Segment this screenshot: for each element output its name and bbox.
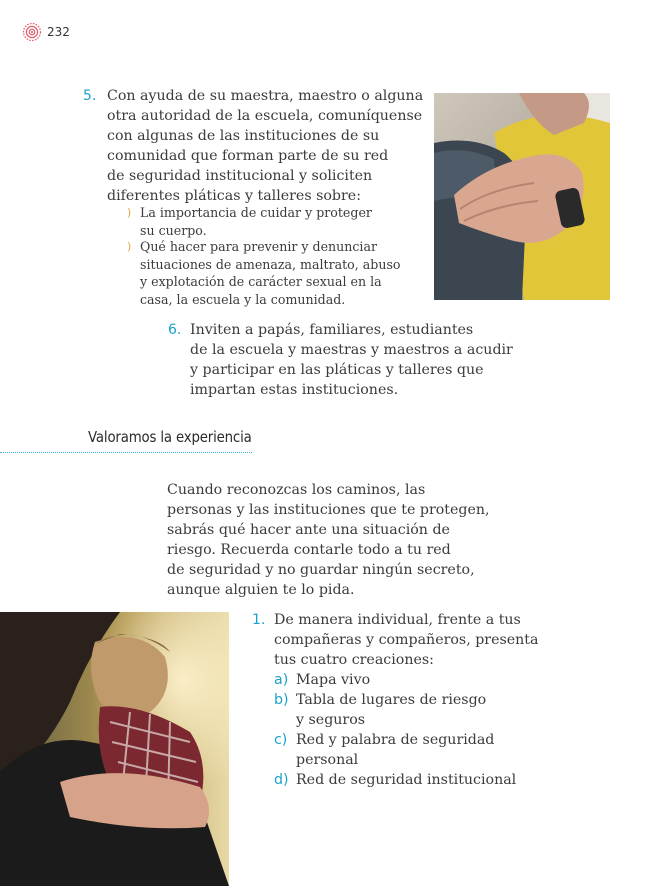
- intro-line: sabrás qué hacer ante una situación de: [167, 522, 450, 538]
- item-5-line: diferentes pláticas y talleres sobre:: [107, 188, 361, 204]
- bullet-line: casa, la escuela y la comunidad.: [140, 291, 346, 307]
- item-5-text: [107, 86, 423, 206]
- item-1-text: [274, 610, 538, 670]
- subitem-label: a): [274, 672, 289, 688]
- bullet-item: [140, 238, 401, 308]
- item-5-line: de seguridad institucional y soliciten: [107, 168, 373, 184]
- item-6-line: de la escuela y maestras y maestros a acudir: [190, 342, 513, 358]
- page-header: [22, 22, 70, 42]
- item-5-line: con algunas de las instituciones de su: [107, 128, 380, 144]
- item-5-number: 5.: [83, 88, 97, 104]
- intro-line: de seguridad y no guardar ningún secreto,: [167, 562, 475, 578]
- subitem-a: [274, 670, 371, 690]
- item-5-line: comunidad que forman parte de su red: [107, 148, 389, 164]
- subitem-text: Red de seguridad institucional: [296, 772, 517, 788]
- bullet-line: Qué hacer para prevenir y denunciar: [140, 239, 377, 254]
- page-number: 232: [47, 25, 70, 39]
- section-divider: [0, 452, 252, 453]
- photo-hand-on-shoulder: [434, 93, 610, 300]
- bullet-mark: ): [127, 206, 132, 219]
- subitem-label: b): [274, 692, 289, 708]
- subitem-label: d): [274, 772, 289, 788]
- item-5-line: Con ayuda de su maestra, maestro o alguna: [107, 88, 424, 104]
- intro-paragraph: [167, 480, 490, 600]
- subitem-text-continued: y seguros: [296, 712, 366, 728]
- bullet-line: La importancia de cuidar y proteger: [140, 205, 372, 220]
- item-1-line: compañeras y compañeros, presenta: [274, 632, 539, 648]
- subitem-text: Red y palabra de seguridad: [296, 732, 495, 748]
- item-5-line: otra autoridad de la escuela, comuníquense: [107, 108, 423, 124]
- item-1-line: De manera individual, frente a tus: [274, 612, 521, 628]
- item-6-text: [190, 320, 513, 400]
- subitem-text-continued: personal: [296, 752, 359, 768]
- item-6-line: Inviten a papás, familiares, estudiantes: [190, 322, 474, 338]
- intro-line: Cuando reconozcas los caminos, las: [167, 482, 426, 498]
- subitem-text: Tabla de lugares de riesgo: [296, 692, 487, 708]
- bullet-line: y explotación de carácter sexual en la: [140, 274, 382, 289]
- item-6-line: impartan estas instituciones.: [190, 382, 399, 398]
- item-6-line: y participar en las pláticas y talleres que: [190, 362, 484, 378]
- subitem-b: [274, 690, 487, 710]
- bullet-item: [140, 204, 372, 239]
- bullet-mark: ): [127, 240, 132, 253]
- intro-line: riesgo. Recuerda contarle todo a tu red: [167, 542, 451, 558]
- photo-mother-hugging-child: [0, 612, 229, 886]
- rosette-icon: [22, 22, 42, 42]
- bullet-line: situaciones de amenaza, maltrato, abuso: [140, 256, 401, 272]
- bullet-line: su cuerpo.: [140, 222, 207, 238]
- section-title: Valoramos la experiencia: [88, 428, 252, 446]
- subitem-d: [274, 770, 517, 790]
- subitem-label: c): [274, 732, 288, 748]
- item-6-number: 6.: [168, 322, 182, 338]
- subitem-text: Mapa vivo: [296, 672, 371, 688]
- item-1-number: 1.: [252, 612, 266, 628]
- intro-line: aunque alguien te lo pida.: [167, 582, 355, 598]
- subitem-c: [274, 730, 495, 750]
- item-1-line: tus cuatro creaciones:: [274, 652, 434, 668]
- subitem-list: [274, 670, 517, 790]
- intro-line: personas y las instituciones que te protegen,: [167, 502, 490, 518]
